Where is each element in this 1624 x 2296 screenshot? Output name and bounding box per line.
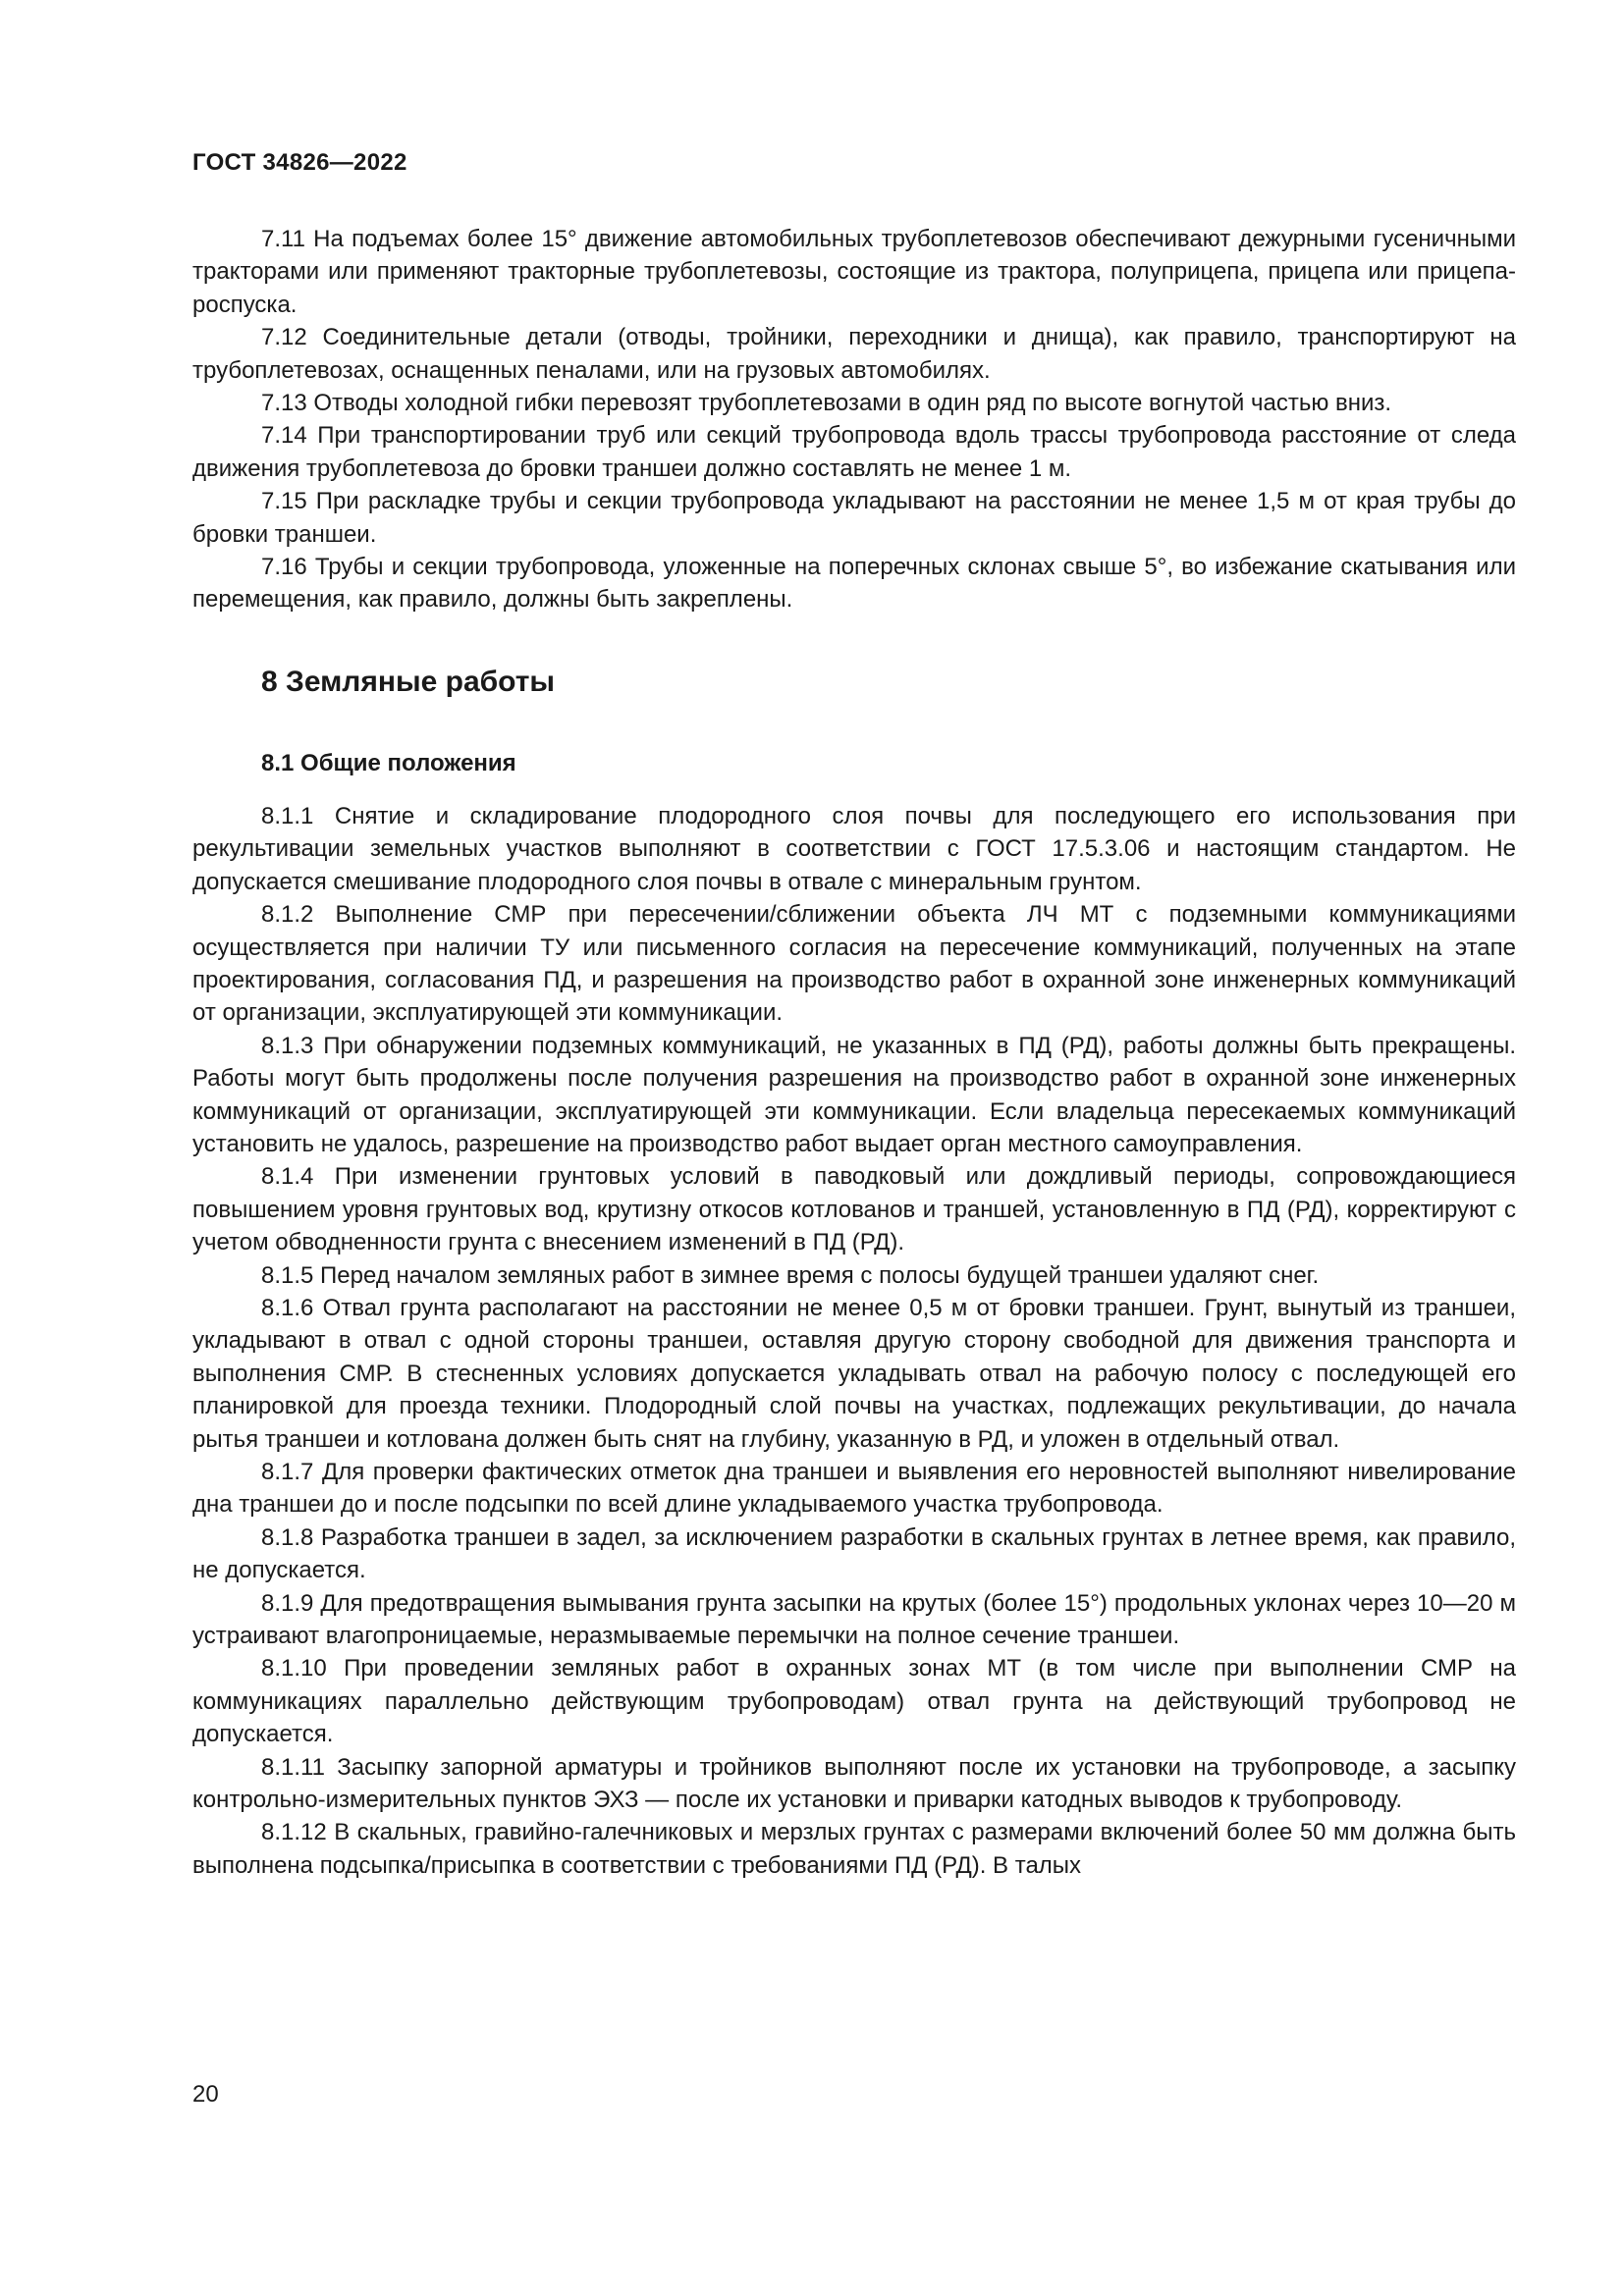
- paragraph-7-13: 7.13 Отводы холодной гибки перевозят трубоплетевозами в один ряд по высоте вогнутой частью вниз.: [261, 390, 1392, 417]
- paragraph-8-1-1: 8.1.1 Снятие и складирование плодородного слоя почвы для последующего его использования при рекультивации земельных участков выполняют в соответствии с ГОСТ 17.5.3.06 и настоящим стандартом. Не допускается смешивание плодородного слоя почвы в отвале с минеральным грунтом.: [192, 802, 1516, 895]
- paragraph-8-1-11: 8.1.11 Засыпку запорной арматуры и тройников выполняют после их установки на трубопроводе, а засыпку контрольно-измерительных пунктов ЭХЗ — после их установки и приварки катодных выводов к трубопроводу.: [192, 1753, 1516, 1814]
- section-heading: 8 Земляные работы: [261, 665, 556, 698]
- paragraph-8-1-9: 8.1.9 Для предотвращения вымывания грунта засыпки на крутых (более 15°) продольных уклонах через 10—20 м устраивают влагопроницаемые, неразмываемые перемычки на полное сечение траншеи.: [192, 1589, 1516, 1650]
- paragraph-7-12: 7.12 Соединительные детали (отводы, тройники, переходники и днища), как правило, транспортируют на трубоплетевозах, оснащенных пеналами, или на грузовых автомобилях.: [192, 324, 1516, 384]
- page-header: ГОСТ 34826—2022: [192, 149, 407, 176]
- paragraph-8-1-4: 8.1.4 При изменении грунтовых условий в паводковый или дождливый периоды, сопровождающиеся повышением уровня грунтовых вод, крутизну откосов котлованов и траншей, установленную в ПД (РД), корректируют с учетом обводненности грунта с внесением изменений в ПД (РД).: [192, 1163, 1516, 1256]
- paragraph-7-16: 7.16 Трубы и секции трубопровода, уложенные на поперечных склонах свыше 5°, во избежание скатывания или перемещения, как правило, должны быть закреплены.: [192, 554, 1516, 614]
- page-content: [192, 223, 1516, 1882]
- paragraph-7-15: 7.15 При раскладке трубы и секции трубопровода укладывают на расстоянии не менее 1,5 м от края трубы до бровки траншеи.: [192, 488, 1516, 548]
- page-number: 20: [192, 2081, 219, 2108]
- paragraph-8-1-7: 8.1.7 Для проверки фактических отметок дна траншеи и выявления его неровностей выполняют нивелирование дна траншеи до и после подсыпки по всей длине укладываемого участка трубопровода.: [192, 1459, 1516, 1519]
- paragraph-7-11: 7.11 На подъемах более 15° движение автомобильных трубоплетевозов обеспечивают дежурными гусеничными тракторами или применяют тракторные трубоплетевозы, состоящие из трактора, полуприцепа, прицепа или прицепа-роспуска.: [192, 226, 1516, 318]
- paragraph-8-1-8: 8.1.8 Разработка траншеи в задел, за исключением разработки в скальных грунтах в летнее время, как правило, не допускается.: [192, 1523, 1516, 1584]
- paragraph-8-1-6: 8.1.6 Отвал грунта располагают на расстоянии не менее 0,5 м от бровки траншеи. Грунт, вынутый из траншеи, укладывают в отвал с одной стороны траншеи, оставляя другую сторону свободной для движения транспорта и выполнения СМР. В стесненных условиях допускается укладывать отвал на рабочую полосу с последующей его планировкой для проезда техники. Плодородный слой почвы на участках, подлежащих рекультивации, до начала рытья траншеи и котлована должен быть снят на глубину, указанную в РД, и уложен в отдельный отвал.: [192, 1294, 1516, 1453]
- paragraph-8-1-10: 8.1.10 При проведении земляных работ в охранных зонах МТ (в том числе при выполнении СМР на коммуникациях параллельно действующим трубопроводам) отвал грунта на действующий трубопровод не допускается.: [192, 1655, 1516, 1748]
- paragraph-8-1-3: 8.1.3 При обнаружении подземных коммуникаций, не указанных в ПД (РД), работы должны быть прекращены. Работы могут быть продолжены после получения разрешения на производство работ в охранной зоне инженерных коммуникаций от организации, эксплуатирующей эти коммуникации. Если владельца пересекаемых коммуникаций установить не удалось, разрешение на производство работ выдает орган местного самоуправления.: [192, 1032, 1516, 1157]
- paragraph-8-1-5: 8.1.5 Перед началом земляных работ в зимнее время с полосы будущей траншеи удаляют снег.: [261, 1261, 1320, 1289]
- paragraph-7-14: 7.14 При транспортировании труб или секций трубопровода вдоль трассы трубопровода расстояние от следа движения трубоплетевоза до бровки траншеи должно составлять не менее 1 м.: [192, 422, 1516, 482]
- paragraph-8-1-2: 8.1.2 Выполнение СМР при пересечении/сближении объекта ЛЧ МТ с подземными коммуникациями осуществляется при наличии ТУ или письменного согласия на пересечение коммуникаций, полученных на этапе проектирования, согласования ПД, и разрешения на производство работ в охранной зоне инженерных коммуникаций от организации, эксплуатирующей эти коммуникации.: [192, 901, 1516, 1027]
- subsection-heading: 8.1 Общие положения: [261, 749, 516, 776]
- paragraph-8-1-12: 8.1.12 В скальных, гравийно-галечниковых и мерзлых грунтах с размерами включений более 50 мм должна быть выполнена подсыпка/присыпка в соответствии с требованиями ПД (РД). В талых: [192, 1819, 1516, 1879]
